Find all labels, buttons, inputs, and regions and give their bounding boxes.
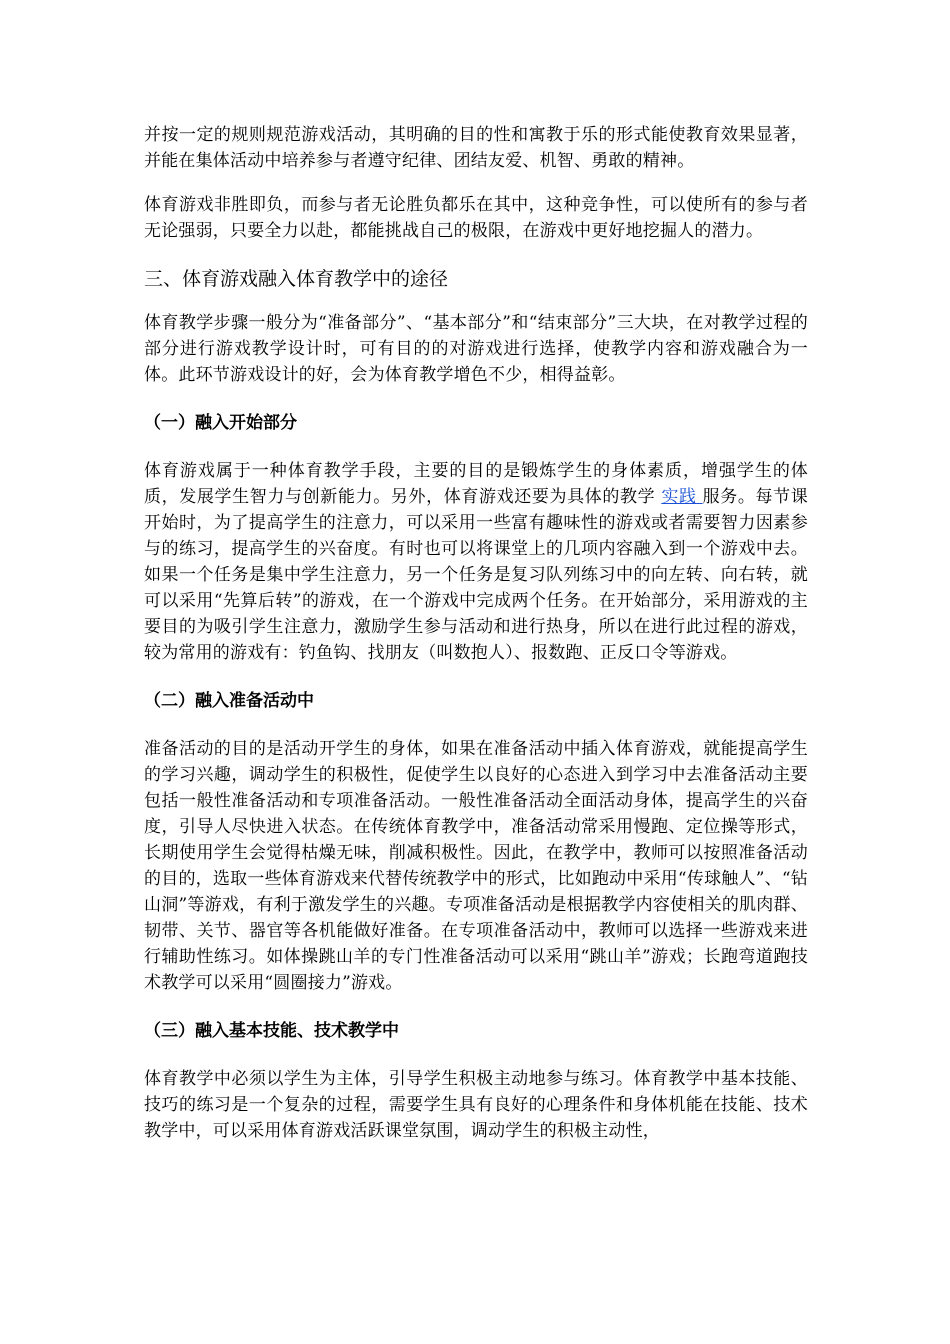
subheading-warmup: （二）融入准备活动中 bbox=[144, 691, 314, 711]
section-heading-approaches: 三、体育游戏融入体育教学中的途径 bbox=[144, 268, 449, 290]
paragraph-competition: 体育游戏非胜即负，而参与者无论胜负都乐在其中，这种竞争性，可以使所有的参与者无论强弱，只要全力以赴，都能挑战自己的极限，在游戏中更好地挖掘人的潜力。 bbox=[144, 195, 808, 241]
paragraph-start-part bbox=[144, 458, 808, 666]
paragraph-teaching-steps: 体育教学步骤一般分为“准备部分”、“基本部分”和“结束部分”三大块，在对教学过程的部分进行游戏教学设计时，可有目的的对游戏进行选择，使教学内容和游戏融合为一体。此环节游戏设计的好，会为体育教学增色不少，相得益彰。 bbox=[144, 313, 808, 385]
paragraph-start-part-text-a: 体育游戏属于一种体育教学手段，主要的目的是锻炼学生的身体素质，增强学生的体质，发展学生智力与创新能力。另外，体育游戏还要为具体的教学 bbox=[144, 461, 808, 507]
paragraph-warmup: 准备活动的目的是活动开学生的身体，如果在准备活动中插入体育游戏，就能提高学生的学习兴趣，调动学生的积极性，促使学生以良好的心态进入到学习中去准备活动主要包括一般性准备活动和专项准备活动。一般性准备活动全面活动身体，提高学生的兴奋度，引导人尽快进入状态。在传统体育教学中，准备活动常采用慢跑、定位操等形式，长期使用学生会觉得枯燥无味，削减积极性。因此，在教学中，教师可以按照准备活动的目的，选取一些体育游戏来代替传统教学中的形式，比如跑动中采用“传球触人”、“钻山洞”等游戏，有利于激发学生的兴趣。专项准备活动是根据教学内容使相关的肌肉群、韧带、关节、器官等各机能做好准备。在专项准备活动中，教师可以选择一些游戏来进行辅助性练习。如体操跳山羊的专门性准备活动可以采用“跳山羊”游戏；长跑弯道跑技术教学可以采用“圆圈接力”游戏。 bbox=[144, 739, 808, 993]
paragraph-skills: 体育教学中必须以学生为主体，引导学生积极主动地参与练习。体育教学中基本技能、技巧的练习是一个复杂的过程，需要学生具有良好的心理条件和身体机能在技能、技术教学中，可以采用体育游戏活跃课堂氛围，调动学生的积极主动性， bbox=[144, 1069, 808, 1141]
subheading-skills: （三）融入基本技能、技术教学中 bbox=[144, 1021, 399, 1041]
document-page bbox=[144, 122, 808, 1144]
paragraph-game-rules: 并按一定的规则规范游戏活动，其明确的目的性和寓教于乐的形式能使教育效果显著，并能在集体活动中培养参与者遵守纪律、团结友爱、机智、勇敢的精神。 bbox=[144, 125, 808, 171]
paragraph-start-part-text-b: 服务。每节课开始时，为了提高学生的注意力，可以采用一些富有趣味性的游戏或者需要智力因素参与的练习，提高学生的兴奋度。有时也可以将课堂上的几项内容融入到一个游戏中去。如果一个任务是集中学生注意力，另一个任务是复习队列练习中的向左转、向右转，就可以采用“先算后转”的游戏，在一个游戏中完成两个任务。在开始部分，采用游戏的主要目的为吸引学生注意力，激励学生参与活动和进行热身，所以在进行此过程的游戏，较为常用的游戏有：钓鱼钩、找朋友（叫数抱人）、报数跑、正反口令等游戏。 bbox=[144, 487, 808, 663]
practice-link[interactable]: 实践 bbox=[661, 487, 703, 507]
subheading-start-part: （一）融入开始部分 bbox=[144, 413, 297, 433]
